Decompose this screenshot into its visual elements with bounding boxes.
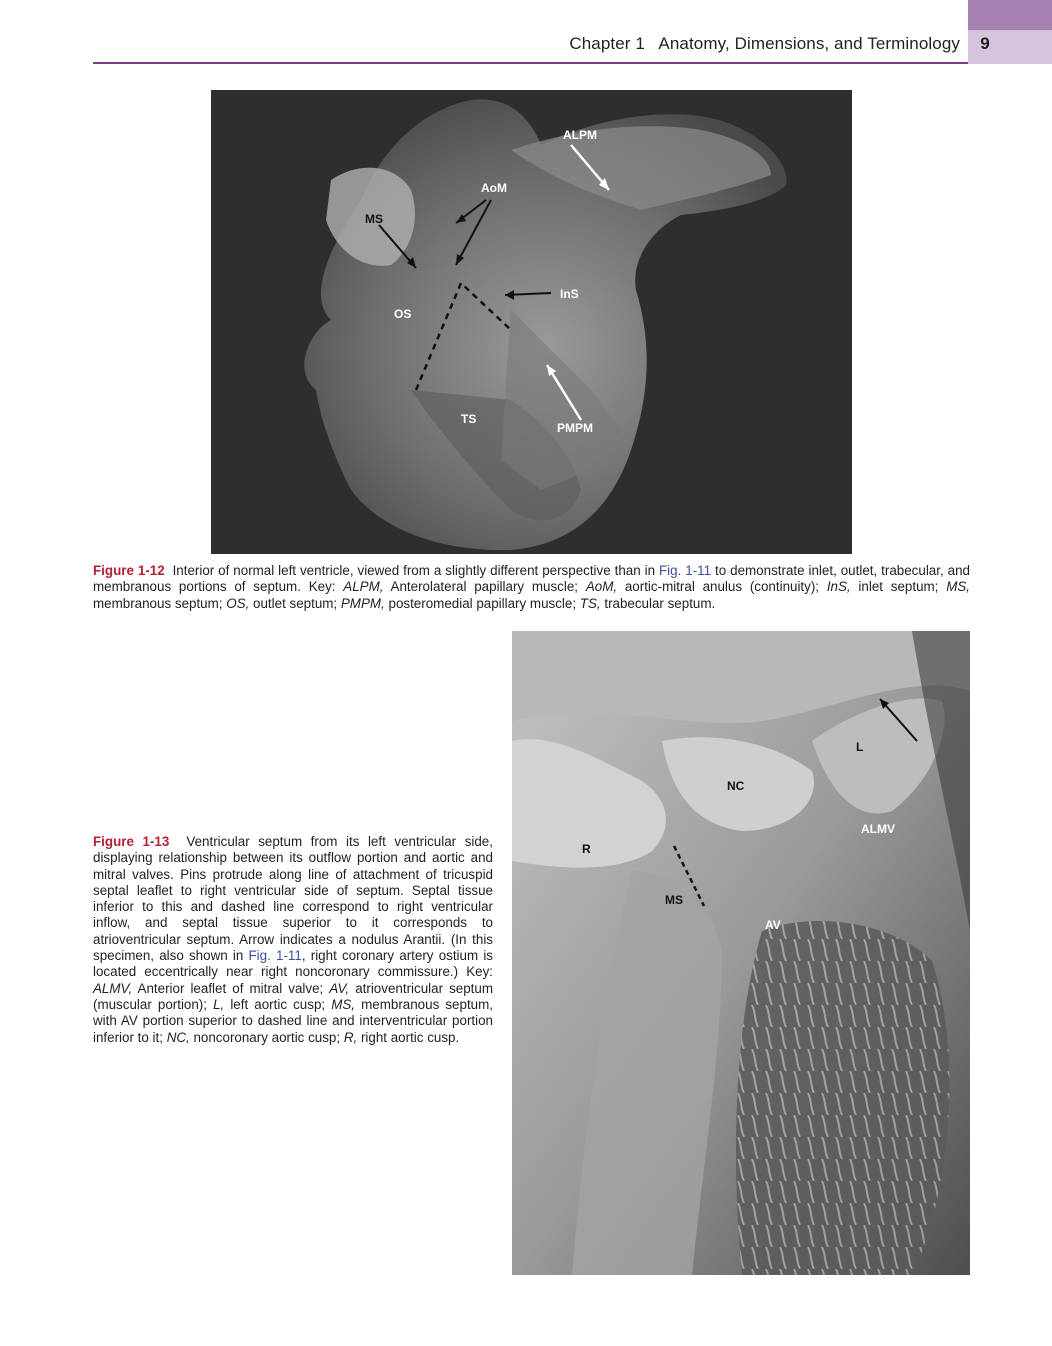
header-tab-accent xyxy=(968,0,1052,30)
label-pmpm: PMPM xyxy=(557,421,593,435)
key-definition: inlet septum; xyxy=(850,579,947,595)
key-term: MS, xyxy=(946,579,970,595)
key-term: L, xyxy=(213,996,225,1012)
key-definition: right aortic cusp. xyxy=(357,1029,460,1045)
key-term: ALPM, xyxy=(343,579,384,595)
figure-reference-link[interactable]: Fig. 1-11 xyxy=(659,563,712,578)
figure-1-13-photo xyxy=(512,631,970,1275)
figure-1-13-caption xyxy=(93,834,493,1046)
key-term: AV, xyxy=(329,980,350,996)
key-definition: trabecular septum. xyxy=(600,595,716,611)
figure-1-12-caption xyxy=(93,563,970,612)
figure-1-12-illustration xyxy=(211,90,852,554)
figure-1-12-number: Figure 1-12 xyxy=(93,563,165,578)
label-l: L xyxy=(856,740,864,754)
figure-1-12-photo xyxy=(211,90,852,554)
caption-text: , right coronary artery ostium is located eccentrically near right noncoronary commissure.) Key: xyxy=(93,948,493,980)
key-term: InS, xyxy=(826,579,851,595)
key-term: OS, xyxy=(226,595,250,611)
label-av: AV xyxy=(765,918,781,932)
label-ts: TS xyxy=(461,412,477,426)
figure-1-13-number: Figure 1-13 xyxy=(93,834,170,849)
key-term: PMPM, xyxy=(340,595,385,611)
header-rule xyxy=(93,62,968,64)
label-ms: MS xyxy=(665,893,683,907)
label-ins: InS xyxy=(560,287,579,301)
key-term: AoM, xyxy=(585,579,618,595)
key-definition: Anterior leaflet of mitral valve; xyxy=(132,980,330,996)
label-alpm: ALPM xyxy=(563,128,597,142)
key-definition: noncoronary aortic cusp; xyxy=(189,1029,344,1045)
label-r: R xyxy=(582,842,591,856)
key-term: TS, xyxy=(579,595,601,611)
key-definition: posteromedial papillary muscle; xyxy=(384,595,580,611)
caption-text: Interior of normal left ventricle, viewed from a slightly different perspective than in xyxy=(172,563,659,578)
label-nc: NC xyxy=(727,779,745,793)
figure-1-13-illustration xyxy=(512,631,970,1275)
label-os: OS xyxy=(394,307,412,321)
caption-text: Ventricular septum from its left ventricular side, displaying relationship between its outflow portion and aortic and mitral valves. Pins protrude along line of attachment of tricuspid septal leaflet to right ventricular side of septum. Septal tissue inferior to this and dashed line correspond to right ventricular inflow, and septal tissue superior to it corresponds to atrioventricular septum. Arrow indicates a nodulus Arantii. (In this specimen, also shown in xyxy=(93,834,493,964)
key-definition: membranous septum; xyxy=(93,595,227,611)
key-definition: atrioventricular septum (muscular portion); xyxy=(93,980,493,1012)
key-term: NC, xyxy=(166,1029,190,1045)
key-term: MS, xyxy=(331,996,356,1012)
label-ms: MS xyxy=(365,212,383,226)
key-definition: Anterolateral papillary muscle; xyxy=(383,579,586,595)
key-definition: outlet septum; xyxy=(249,595,341,611)
caption-text: to demonstrate inlet, outlet, trabecular, and membranous portions of septum. Key: xyxy=(93,563,970,595)
key-definition: left aortic cusp; xyxy=(224,996,332,1012)
key-term: R, xyxy=(343,1029,358,1045)
key-term: ALMV, xyxy=(93,980,133,996)
figure-reference-link[interactable]: Fig. 1-11 xyxy=(248,948,302,964)
label-almv: ALMV xyxy=(861,822,895,836)
running-header-title: Chapter 1 Anatomy, Dimensions, and Terminology xyxy=(569,34,960,53)
key-definition: membranous septum, with AV portion superior to dashed line and interventricular portion inferior to it; xyxy=(93,996,493,1045)
label-aom: AoM xyxy=(481,181,507,195)
page-number: 9 xyxy=(980,34,990,53)
key-definition: aortic-mitral anulus (continuity); xyxy=(617,579,827,595)
